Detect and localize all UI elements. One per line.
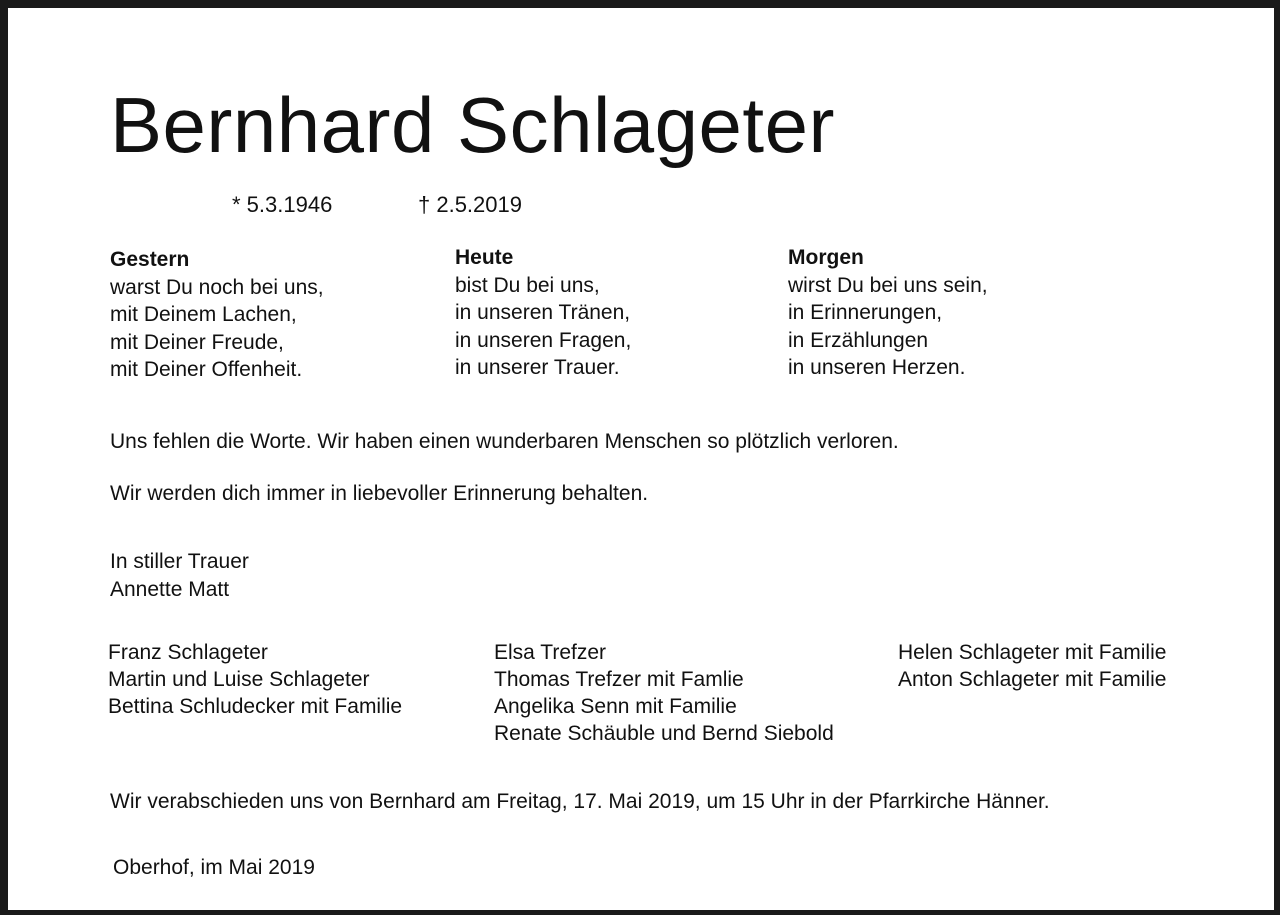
poem-column-gestern — [110, 246, 324, 384]
poem-line: in Erzählungen — [788, 328, 929, 352]
family-column-3 — [898, 639, 1166, 693]
poem-column-heute — [455, 244, 631, 382]
poem-line: mit Deinem Lachen, — [110, 303, 297, 326]
mourner-name: Annette Matt — [110, 578, 230, 601]
poem-line: in unseren Tränen, — [455, 301, 631, 324]
family-member: Martin und Luise Schlageter — [108, 668, 370, 691]
family-member: Thomas Trefzer mit Famlie — [494, 668, 744, 691]
family-member: Elsa Trefzer — [494, 641, 607, 664]
family-member: Renate Schäuble und Bernd Siebold — [494, 722, 834, 745]
poem-heading: Heute — [455, 246, 514, 269]
poem-line: in unseren Fragen, — [455, 328, 632, 352]
funeral-announcement: Wir verabschieden uns von Bernhard am Freitag, 17. Mai 2019, um 15 Uhr in der Pfarrkirche Hänner. — [110, 790, 1050, 813]
poem-line: warst Du noch bei uns, — [110, 275, 324, 299]
poem-line: in unserer Trauer. — [455, 356, 620, 379]
poem-line: in Erinnerungen, — [788, 301, 943, 324]
family-member: Franz Schlageter — [108, 641, 268, 664]
mourning-signature — [110, 548, 249, 604]
death-date: † 2.5.2019 — [418, 192, 522, 217]
family-member: Anton Schlageter mit Familie — [898, 668, 1167, 691]
family-column-1 — [108, 639, 402, 720]
family-member: Bettina Schludecker mit Familie — [108, 695, 403, 718]
poem-column-morgen — [788, 244, 988, 382]
poem-line: mit Deiner Offenheit. — [110, 358, 303, 381]
mourning-intro: In stiller Trauer — [110, 550, 249, 573]
condolence-text-1: Uns fehlen die Worte. Wir haben einen wunderbaren Menschen so plötzlich verloren. — [110, 430, 899, 453]
family-member: Angelika Senn mit Familie — [494, 695, 737, 718]
poem-line: in unseren Herzen. — [788, 356, 966, 379]
poem-heading: Morgen — [788, 246, 864, 269]
poem-line: wirst Du bei uns sein, — [788, 273, 988, 297]
place-and-date: Oberhof, im Mai 2019 — [113, 856, 315, 879]
condolence-text-2: Wir werden dich immer in liebevoller Erinnerung behalten. — [110, 482, 649, 505]
poem-heading: Gestern — [110, 248, 190, 271]
deceased-name: Bernhard Schlageter — [110, 81, 835, 169]
poem-line: bist Du bei uns, — [455, 273, 600, 297]
poem-line: mit Deiner Freude, — [110, 330, 284, 354]
birth-date: * 5.3.1946 — [232, 192, 333, 217]
family-column-2 — [494, 639, 834, 747]
family-member: Helen Schlageter mit Familie — [898, 641, 1167, 664]
